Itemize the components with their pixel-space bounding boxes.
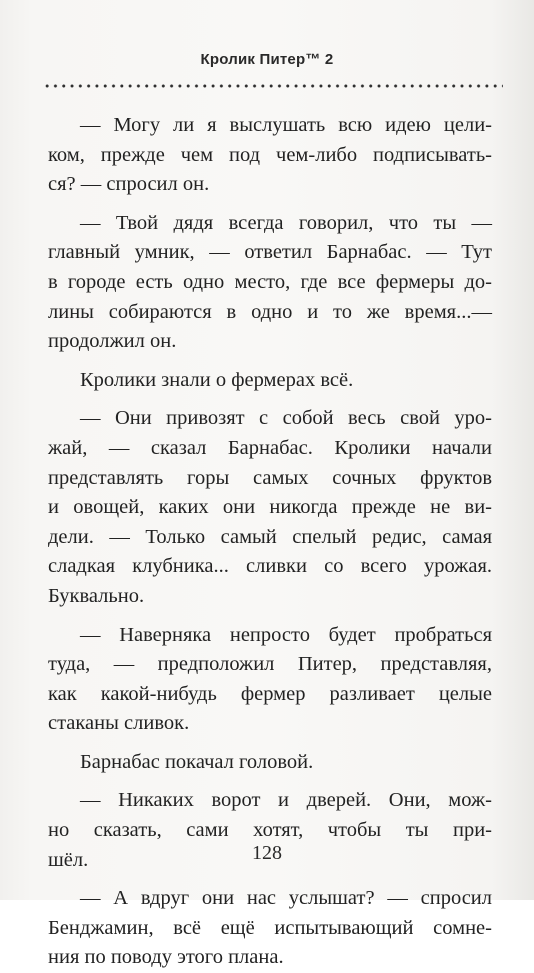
paragraph [48,404,492,611]
running-head: Кролик Питер™ 2 [200,51,334,68]
text-line: сладкая клубника... сливки со всего урожая. [48,555,492,578]
text-line: ком, прежде чем под чем-либо подписывать- [48,143,492,166]
text-line: продолжил он. [48,330,177,353]
paragraph [48,111,492,200]
text-line: как какой-нибудь фермер разливает целые [48,682,492,705]
text-line: — Никаких ворот и дверей. Они, мож- [80,789,492,812]
text-line: лины собираются в одно и то же время...— [48,300,492,323]
paragraph [48,621,492,739]
text-line: Барнабас покачал головой. [80,750,314,773]
paragraph-gap [48,875,492,884]
text-line: и овощей, каких они никогда прежде не ви- [48,496,492,519]
text-line: шёл. [48,848,89,871]
paragraph [48,748,492,778]
text-line: Кролики знали о фермерах всё. [80,368,354,391]
text-line: — Могу ли я выслушать всю идею цели- [80,114,492,136]
text-line: стаканы сливок. [48,712,190,735]
dotted-rule [43,83,503,89]
text-line: но сказать, сами хотят, чтобы ты при- [48,819,492,842]
paragraph [48,366,492,396]
paragraph-gap [48,357,492,366]
page-number: 128 [252,842,282,864]
paragraph [48,209,492,357]
paragraph-gap [48,200,492,209]
text-line: главный умник, — ответил Барнабас. — Тут [48,241,492,264]
text-line: — Наверняка непросто будет пробраться [80,623,492,646]
text-line: — Твой дядя всегда говорил, что ты — [80,211,492,234]
text-line: — А вдруг они нас услышат? — спросил [80,887,492,910]
text-line: в городе есть одно место, где все фермеры до- [48,270,492,293]
paragraph-gap [48,395,492,404]
text-line: дели. — Только самый спелый редис, самая [48,525,492,548]
paragraph-gap [48,739,492,748]
paragraph [48,884,492,973]
paragraph-gap [48,612,492,621]
text-line: — Они привозят с собой весь свой уро- [80,407,492,430]
text-line: представлять горы самых сочных фруктов [48,466,492,489]
text-line: ния по поводу этого плана. [48,946,284,969]
text-line: жай, — сказал Барнабас. Кролики начали [48,436,492,459]
text-line: туда, — предположил Питер, представляя, [48,653,492,676]
text-line: Бенджамин, всё ещё испытывающий сомне- [48,916,492,939]
text-line: Буквально. [48,584,145,607]
paragraph-gap [48,777,492,786]
text-line: ся? — спросил он. [48,173,210,196]
